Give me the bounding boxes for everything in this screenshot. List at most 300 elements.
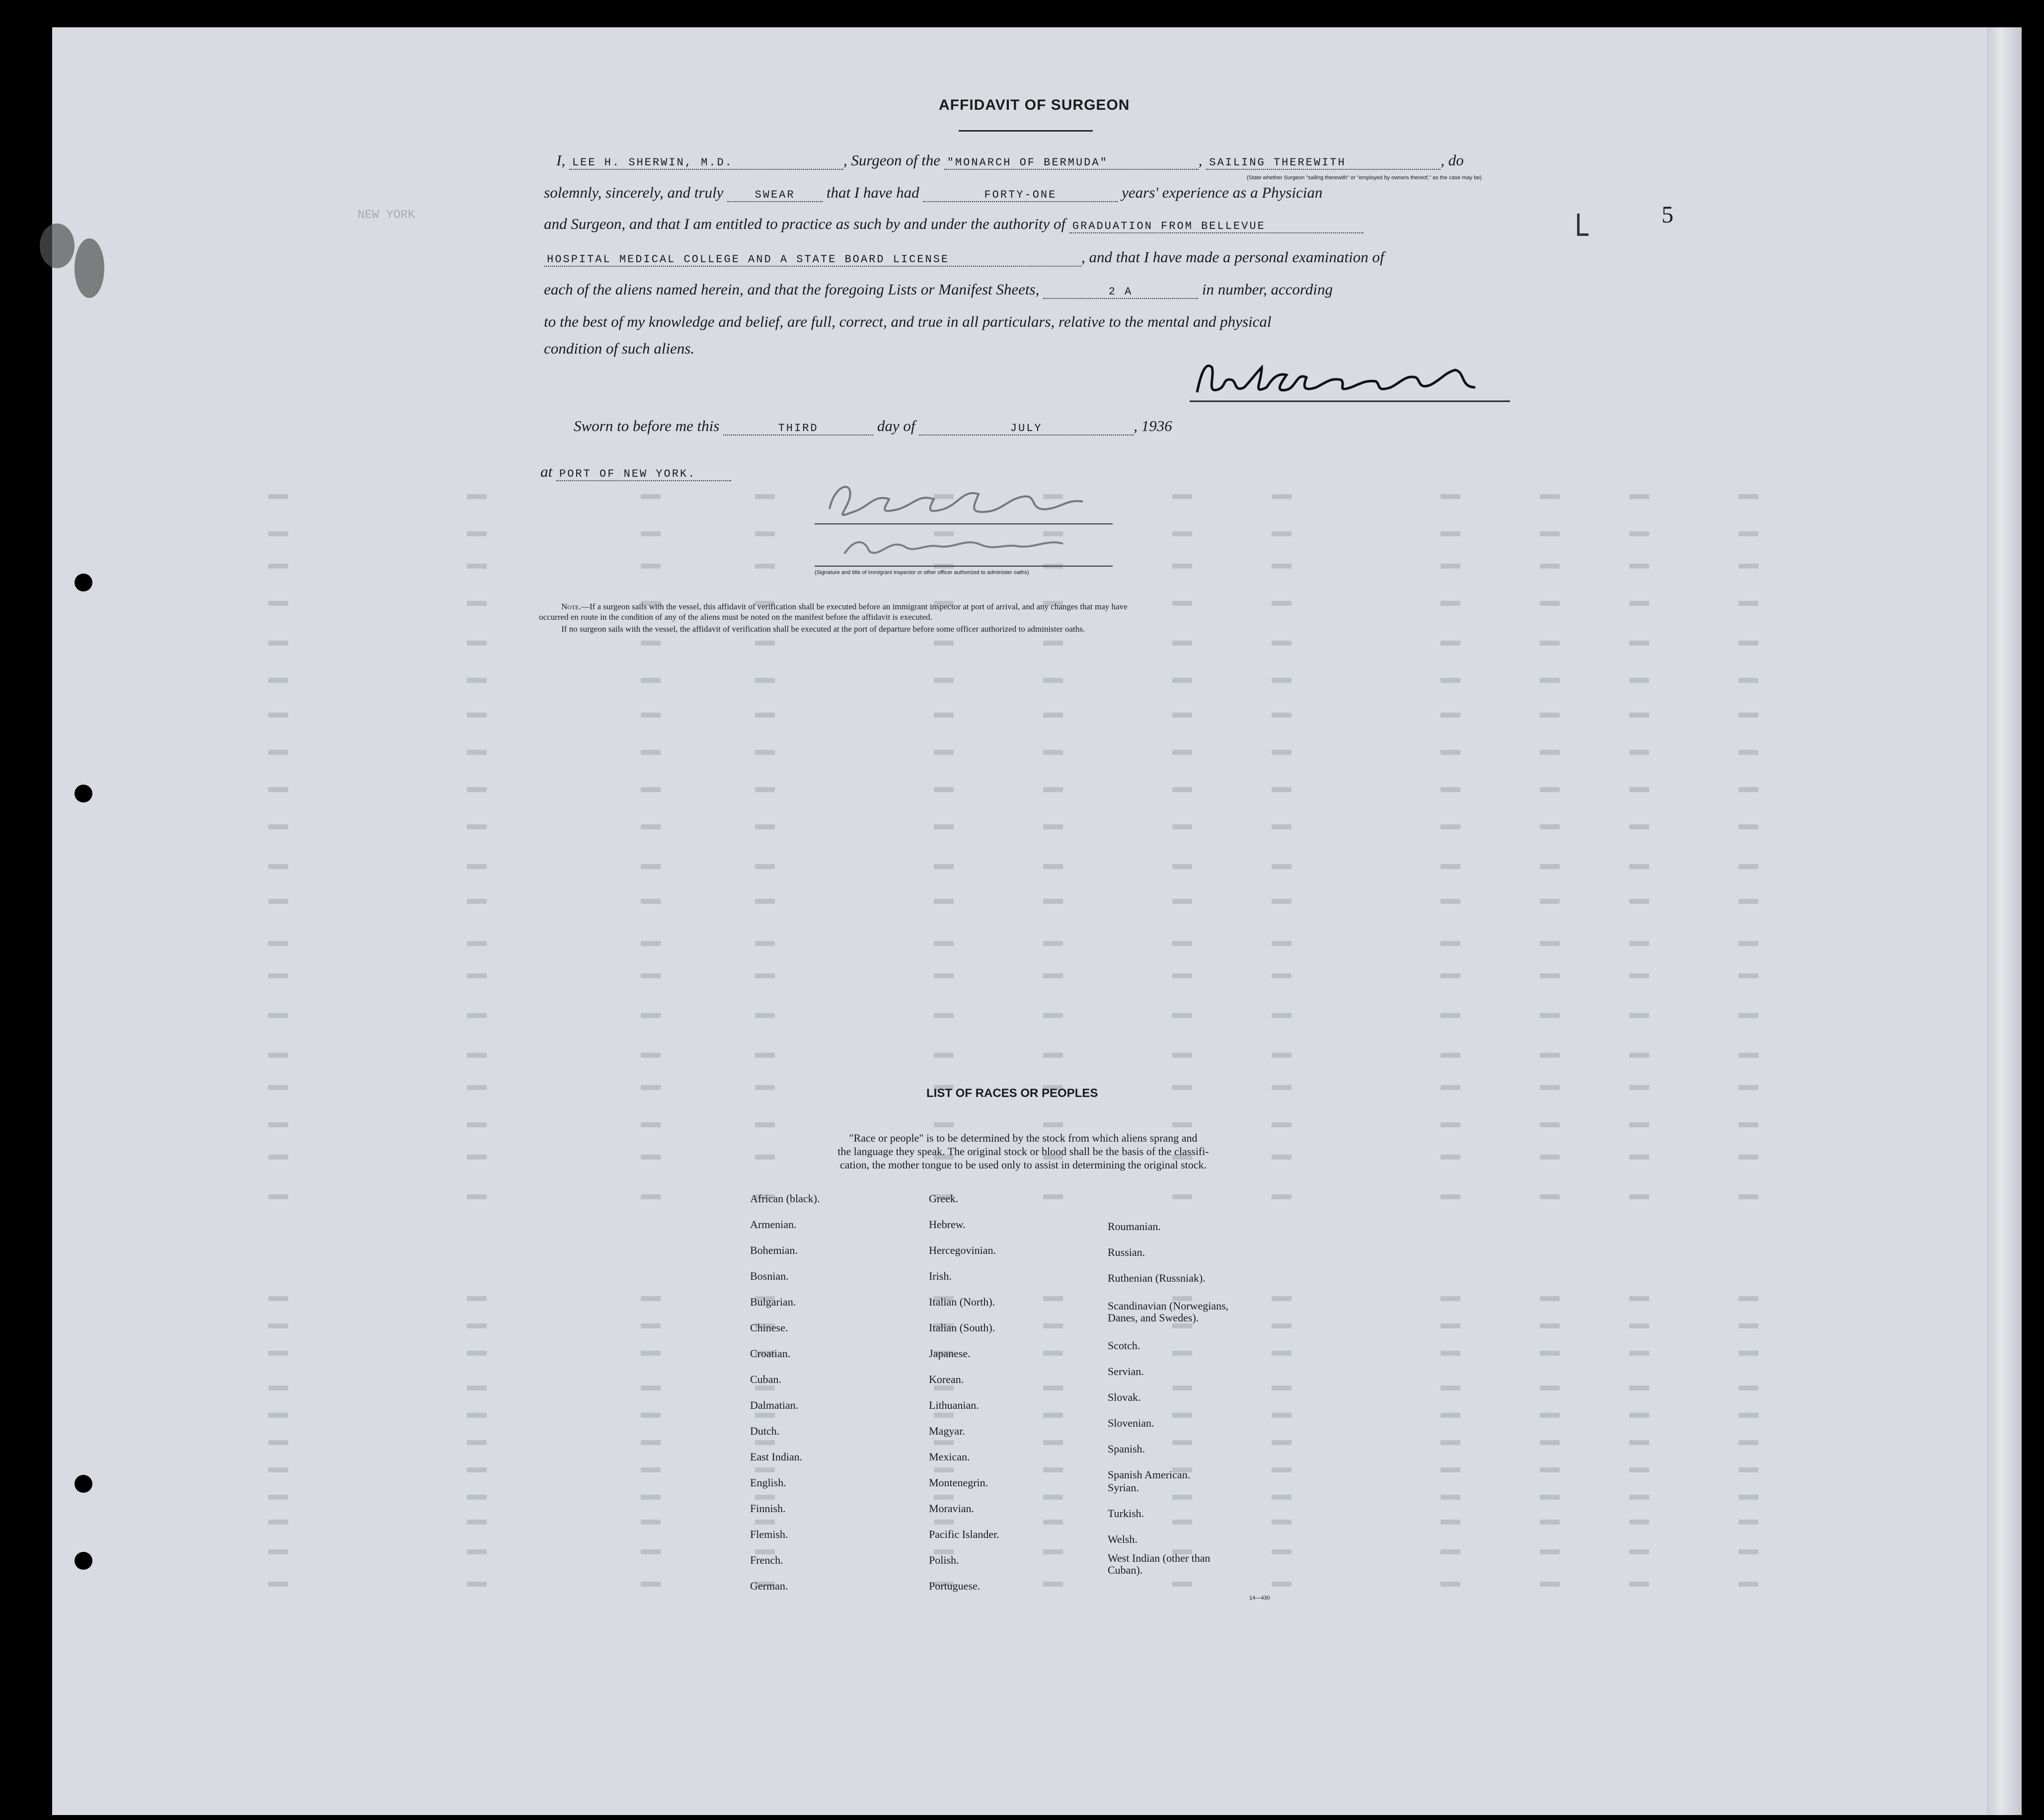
ghost-mark [641, 564, 661, 569]
affidavit-line-1: I, LEE H. SHERWIN, M.D. , Surgeon of the "MONARCH OF BERMUDA" , SAILING THEREWITH , do [556, 151, 1464, 169]
ghost-mark [1172, 973, 1192, 978]
ghost-mark [755, 678, 775, 683]
ghost-mark [467, 1351, 487, 1356]
ghost-mark [934, 1413, 954, 1418]
ghost-mark [1043, 1520, 1063, 1525]
ghost-mark [268, 1520, 288, 1525]
ghost-mark [1739, 973, 1758, 978]
race-item: Moravian. [929, 1502, 975, 1515]
ghost-mark [268, 564, 288, 569]
ghost-mark [1629, 1413, 1649, 1418]
ghost-mark [1272, 750, 1291, 755]
race-item: English. [750, 1476, 786, 1489]
ghost-mark [1629, 1053, 1649, 1058]
ghost-mark [755, 494, 775, 499]
races-description [750, 1131, 1296, 1171]
ghost-mark [1629, 1296, 1649, 1301]
ghost-mark [1629, 1385, 1649, 1390]
ghost-mark [1172, 531, 1192, 536]
ghost-mark [1739, 601, 1758, 606]
ghost-mark [1629, 1323, 1649, 1328]
ghost-mark [1739, 678, 1758, 683]
ghost-mark [1043, 941, 1063, 946]
ghost-mark [1172, 824, 1192, 829]
ghost-mark [1739, 1549, 1758, 1554]
ghost-mark [1440, 1385, 1460, 1390]
text-fragment: , 1936 [1134, 417, 1172, 435]
race-item: Lithuanian. [929, 1399, 979, 1411]
ghost-mark [1440, 899, 1460, 904]
ghost-mark [1739, 941, 1758, 946]
ghost-mark [1440, 824, 1460, 829]
ghost-mark [1629, 899, 1649, 904]
ghost-mark [1739, 641, 1758, 646]
ghost-mark [1629, 564, 1649, 569]
ghost-mark [1629, 1351, 1649, 1356]
ghost-mark [1440, 1053, 1460, 1058]
ghost-mark [641, 1085, 661, 1090]
ghost-mark [934, 678, 954, 683]
ghost-mark [1172, 1013, 1192, 1018]
ghost-mark [467, 941, 487, 946]
ghost-mark [1272, 1385, 1291, 1390]
ghost-mark [268, 750, 288, 755]
ghost-mark [268, 1467, 288, 1472]
race-item: Turkish. [1108, 1507, 1144, 1520]
ghost-mark [1739, 1351, 1758, 1356]
ghost-mark [1440, 973, 1460, 978]
ghost-mark [1272, 1440, 1291, 1445]
ghost-mark [467, 1413, 487, 1418]
ghost-mark [1272, 1085, 1291, 1090]
ghost-mark [641, 678, 661, 683]
ghost-mark [1440, 564, 1460, 569]
corner-mark [1577, 214, 1589, 236]
race-item: East Indian. [750, 1451, 803, 1463]
ghost-mark [1272, 1549, 1291, 1554]
ghost-mark [1629, 787, 1649, 792]
form-number: 14—430 [1249, 1595, 1270, 1601]
ghost-mark [1739, 1467, 1758, 1472]
ghost-mark [467, 1520, 487, 1525]
text-fragment: solemnly, sincerely, and truly [544, 184, 724, 201]
race-item: Danes, and Swedes). [1108, 1311, 1199, 1324]
paper-damage [40, 223, 75, 268]
ghost-mark [467, 713, 487, 718]
ghost-mark [1629, 1085, 1649, 1090]
ghost-mark [1272, 787, 1291, 792]
ghost-mark [755, 641, 775, 646]
ghost-mark [1540, 1582, 1560, 1587]
ghost-mark [755, 1495, 775, 1500]
ghost-mark [641, 1385, 661, 1390]
races-title: LIST OF RACES OR PEOPLES [926, 1087, 1098, 1100]
ghost-mark [1540, 750, 1560, 755]
ghost-mark [268, 1296, 288, 1301]
race-item: Polish. [929, 1554, 959, 1566]
ghost-mark [1043, 787, 1063, 792]
race-item: Portuguese. [929, 1580, 981, 1592]
race-item: West Indian (other than [1108, 1552, 1211, 1564]
ghost-mark [1440, 678, 1460, 683]
race-item: Hercegovinian. [929, 1244, 996, 1256]
ghost-mark [1629, 531, 1649, 536]
ghost-mark [1540, 1520, 1560, 1525]
ghost-mark [1629, 1549, 1649, 1554]
race-item: Chinese. [750, 1321, 788, 1334]
oath-field: SWEAR [727, 189, 823, 202]
ghost-mark [1739, 1520, 1758, 1525]
race-item: Croatian. [750, 1347, 791, 1360]
page-number: 5 [1662, 202, 1673, 228]
ghost-mark [1440, 494, 1460, 499]
ghost-mark [1043, 713, 1063, 718]
ghost-mark [268, 1323, 288, 1328]
ghost-mark [467, 1385, 487, 1390]
ghost-mark [268, 1351, 288, 1356]
race-item: Korean. [929, 1373, 964, 1385]
ghost-mark [934, 1467, 954, 1472]
sheet-edge-shadow [1987, 27, 2022, 1815]
ghost-mark [467, 531, 487, 536]
ghost-mark [1440, 1085, 1460, 1090]
ghost-mark [1540, 1194, 1560, 1199]
ghost-mark [1272, 1296, 1291, 1301]
ghost-mark [1739, 1122, 1758, 1127]
ghost-mark [1540, 713, 1560, 718]
ghost-mark [1629, 1440, 1649, 1445]
ghost-mark [1272, 1053, 1291, 1058]
ghost-mark [755, 1085, 775, 1090]
ghost-mark [1272, 678, 1291, 683]
ghost-mark [1629, 824, 1649, 829]
ghost-mark [641, 1520, 661, 1525]
ghost-mark [1440, 1194, 1460, 1199]
ghost-mark [1629, 1520, 1649, 1525]
race-item: Dalmatian. [750, 1399, 799, 1411]
ghost-mark [1629, 1467, 1649, 1472]
text-fragment: at [540, 463, 553, 480]
text-fragment: I, [556, 151, 566, 169]
ghost-mark [1540, 1351, 1560, 1356]
ghost-mark [268, 1085, 288, 1090]
ghost-mark [1739, 1013, 1758, 1018]
ghost-mark [1043, 1413, 1063, 1418]
ghost-mark [755, 941, 775, 946]
ghost-mark [1739, 1413, 1758, 1418]
ghost-mark [755, 1467, 775, 1472]
ghost-mark [934, 1495, 954, 1500]
ghost-mark [1629, 641, 1649, 646]
ghost-mark [1540, 941, 1560, 946]
ghost-mark [1440, 941, 1460, 946]
ghost-mark [268, 899, 288, 904]
ghost-mark [1172, 1413, 1192, 1418]
ghost-mark [1043, 1351, 1063, 1356]
authority-field-2: HOSPITAL MEDICAL COLLEGE AND A STATE BOARD LICENSE [544, 253, 1081, 267]
ghost-mark [1172, 1520, 1192, 1525]
surgeon-name-field: LEE H. SHERWIN, M.D. [569, 156, 843, 170]
ghost-mark [268, 641, 288, 646]
ghost-mark [467, 1440, 487, 1445]
ghost-mark [1272, 899, 1291, 904]
ghost-mark [1440, 1495, 1460, 1500]
ghost-mark [1739, 1440, 1758, 1445]
ghost-mark [1172, 864, 1192, 869]
ghost-mark [1272, 1582, 1291, 1587]
ghost-mark [1540, 494, 1560, 499]
ghost-mark [1540, 1440, 1560, 1445]
ghost-mark [934, 1013, 954, 1018]
race-item: Russian. [1108, 1246, 1145, 1258]
ghost-mark [1172, 1385, 1192, 1390]
ghost-mark [1440, 1155, 1460, 1160]
ghost-mark [1172, 494, 1192, 499]
ghost-mark [1739, 564, 1758, 569]
ghost-mark [1540, 1085, 1560, 1090]
ghost-mark [467, 1013, 487, 1018]
race-item: Hebrew. [929, 1218, 966, 1231]
ghost-mark [755, 787, 775, 792]
ghost-mark [1629, 494, 1649, 499]
ghost-mark [1272, 531, 1291, 536]
ghost-mark [1440, 1296, 1460, 1301]
ghost-mark [268, 1440, 288, 1445]
race-item: Slovenian. [1108, 1417, 1154, 1429]
ghost-mark [1540, 1413, 1560, 1418]
ghost-mark [1440, 1520, 1460, 1525]
ghost-mark [934, 1385, 954, 1390]
ghost-mark [1043, 1440, 1063, 1445]
race-item: Cuban. [750, 1373, 781, 1385]
punch-hole [75, 574, 92, 591]
ghost-mark [268, 713, 288, 718]
ghost-mark [934, 787, 954, 792]
race-item: Bosnian. [750, 1270, 789, 1282]
races-desc-line: the language they speak. The original stock or blood shall be the basis of the classifi- [837, 1145, 1209, 1158]
note-line-1 [561, 602, 1128, 612]
races-desc-line: "Race or people" is to be determined by the stock from which aliens sprang and [849, 1132, 1198, 1144]
ghost-mark [1739, 864, 1758, 869]
race-item: Magyar. [929, 1425, 965, 1437]
ghost-mark [1540, 1155, 1560, 1160]
ghost-mark [1540, 864, 1560, 869]
sworn-day-field: THIRD [723, 422, 873, 436]
ghost-mark [1540, 1053, 1560, 1058]
punch-hole [75, 1475, 92, 1493]
ghost-mark [1172, 787, 1192, 792]
text-fragment: in number, according [1202, 281, 1333, 298]
ghost-mark [467, 750, 487, 755]
years-field: FORTY-ONE [923, 189, 1118, 202]
ghost-mark [1043, 1495, 1063, 1500]
ghost-mark [1440, 601, 1460, 606]
ghost-mark [934, 1520, 954, 1525]
inspector-signature-caption: (Signature and title of immigrant inspector or other officer authorized to administer oaths) [815, 570, 1029, 576]
race-item: Welsh. [1108, 1533, 1137, 1545]
ghost-mark [1540, 641, 1560, 646]
ghost-mark [1272, 1194, 1291, 1199]
ghost-mark [1739, 750, 1758, 755]
ghost-mark [1172, 1323, 1192, 1328]
ghost-mark [641, 1296, 661, 1301]
ghost-mark [467, 1467, 487, 1472]
ghost-mark [1272, 713, 1291, 718]
ghost-mark [1629, 1495, 1649, 1500]
punch-hole [75, 785, 92, 802]
ghost-mark [1272, 941, 1291, 946]
text-fragment: day of [877, 417, 915, 435]
race-item: German. [750, 1580, 788, 1592]
ghost-mark [1272, 973, 1291, 978]
ghost-mark [1272, 864, 1291, 869]
ghost-mark [1540, 601, 1560, 606]
ghost-mark [1739, 494, 1758, 499]
ghost-mark [1272, 1467, 1291, 1472]
race-item: Flemish. [750, 1528, 788, 1540]
ghost-mark [755, 1520, 775, 1525]
ghost-mark [1739, 713, 1758, 718]
ghost-mark [1629, 973, 1649, 978]
ghost-mark [934, 1122, 954, 1127]
ghost-mark [1172, 750, 1192, 755]
ghost-mark [1172, 1122, 1192, 1127]
ghost-mark [1440, 1122, 1460, 1127]
ghost-mark [1043, 1013, 1063, 1018]
affidavit-line-3 [544, 215, 1363, 233]
ghost-mark [1739, 1582, 1758, 1587]
race-item: Italian (North). [929, 1296, 995, 1308]
race-item: Bohemian. [750, 1244, 798, 1256]
ghost-mark [268, 941, 288, 946]
ghost-mark [1440, 641, 1460, 646]
ghost-mark [1272, 1122, 1291, 1127]
race-item: Italian (South). [929, 1321, 995, 1334]
races-desc-line: cation, the mother tongue to be used only to assist in determining the original stock. [839, 1159, 1207, 1171]
ghost-mark [641, 1582, 661, 1587]
sworn-month-field: JULY [919, 422, 1134, 436]
ghost-mark [641, 1122, 661, 1127]
ghost-mark [1272, 564, 1291, 569]
ghost-mark [1629, 678, 1649, 683]
ghost-mark [641, 1155, 661, 1160]
ghost-mark [1272, 1351, 1291, 1356]
race-item: Japanese. [929, 1347, 971, 1360]
affidavit-title: AFFIDAVIT OF SURGEON [939, 97, 1130, 113]
ghost-mark [268, 1385, 288, 1390]
ghost-mark [268, 1495, 288, 1500]
ghost-mark [1172, 1440, 1192, 1445]
ghost-mark [1540, 564, 1560, 569]
ghost-mark [934, 941, 954, 946]
ghost-mark [1540, 824, 1560, 829]
text-fragment: years' experience as a Physician [1122, 184, 1323, 201]
ghost-mark [268, 1582, 288, 1587]
ghost-mark [1739, 824, 1758, 829]
ghost-mark [641, 531, 661, 536]
ghost-mark [1739, 1155, 1758, 1160]
ghost-mark [1172, 641, 1192, 646]
text-fragment: , Surgeon of the [843, 151, 940, 169]
race-item: Spanish. [1108, 1443, 1145, 1455]
ghost-mark [641, 494, 661, 499]
text-fragment: each of the aliens named herein, and that the foregoing Lists or Manifest Sheets, [544, 281, 1040, 298]
ghost-mark [641, 1549, 661, 1554]
ghost-mark [1440, 787, 1460, 792]
punch-hole [75, 1552, 92, 1570]
ghost-mark [1043, 1549, 1063, 1554]
sailing-status-field: SAILING THEREWITH [1206, 156, 1440, 170]
ghost-mark [641, 1495, 661, 1500]
ghost-mark [1540, 1549, 1560, 1554]
ghost-mark [268, 1122, 288, 1127]
ghost-mark [641, 750, 661, 755]
text-fragment: , do [1440, 151, 1464, 169]
ghost-mark [1172, 941, 1192, 946]
ghost-mark [467, 787, 487, 792]
ghost-mark [755, 1440, 775, 1445]
race-item: Syrian. [1108, 1481, 1139, 1494]
sheets-count-field: 2 A [1043, 286, 1198, 299]
ghost-mark [1540, 1122, 1560, 1127]
ghost-mark [1172, 1194, 1192, 1199]
ghost-mark [467, 601, 487, 606]
ghost-mark [641, 1440, 661, 1445]
ghost-mark [1440, 1413, 1460, 1418]
ghost-mark [1440, 1323, 1460, 1328]
ghost-mark [641, 641, 661, 646]
ghost-mark [467, 1053, 487, 1058]
ghost-mark [641, 713, 661, 718]
authority-field-1: GRADUATION FROM BELLEVUE [1069, 220, 1363, 233]
note-line-2: occurred en route in the condition of any of the aliens must be noted on the manifest before the affidavit is executed. [539, 612, 932, 622]
ghost-mark [1629, 1194, 1649, 1199]
ghost-mark [467, 1296, 487, 1301]
ghost-mark [1440, 1013, 1460, 1018]
ghost-mark [755, 1013, 775, 1018]
ghost-mark [1629, 1013, 1649, 1018]
ghost-mark [467, 1194, 487, 1199]
affidavit-line-6: to the best of my knowledge and belief, are full, correct, and true in all particulars, relative to the mental and physical [544, 313, 1272, 330]
race-item: Pacific Islander. [929, 1528, 999, 1540]
ghost-mark [1629, 1122, 1649, 1127]
ghost-mark [641, 941, 661, 946]
ghost-mark [641, 1351, 661, 1356]
ghost-mark [1272, 1495, 1291, 1500]
race-item: Spanish American. [1108, 1468, 1191, 1481]
ghost-mark [1440, 531, 1460, 536]
race-item: Montenegrin. [929, 1476, 988, 1489]
race-item: Roumanian. [1108, 1220, 1161, 1233]
ghost-mark [268, 824, 288, 829]
ghost-mark [1440, 1549, 1460, 1554]
ghost-mark [1739, 1053, 1758, 1058]
title-underline [959, 130, 1093, 132]
ghost-mark [1272, 601, 1291, 606]
affidavit-line-4 [544, 248, 1384, 267]
ghost-mark [1172, 899, 1192, 904]
ghost-mark [1272, 1323, 1291, 1328]
text-fragment: and Surgeon, and that I am entitled to practice as such by and under the authority of [544, 215, 1066, 232]
ghost-mark [1172, 1085, 1192, 1090]
ghost-mark [467, 494, 487, 499]
ghost-mark [1739, 1085, 1758, 1090]
ghost-mark [1272, 641, 1291, 646]
ghost-mark [268, 864, 288, 869]
race-item: Bulgarian. [750, 1296, 796, 1308]
ghost-mark [467, 641, 487, 646]
ghost-mark [1172, 678, 1192, 683]
